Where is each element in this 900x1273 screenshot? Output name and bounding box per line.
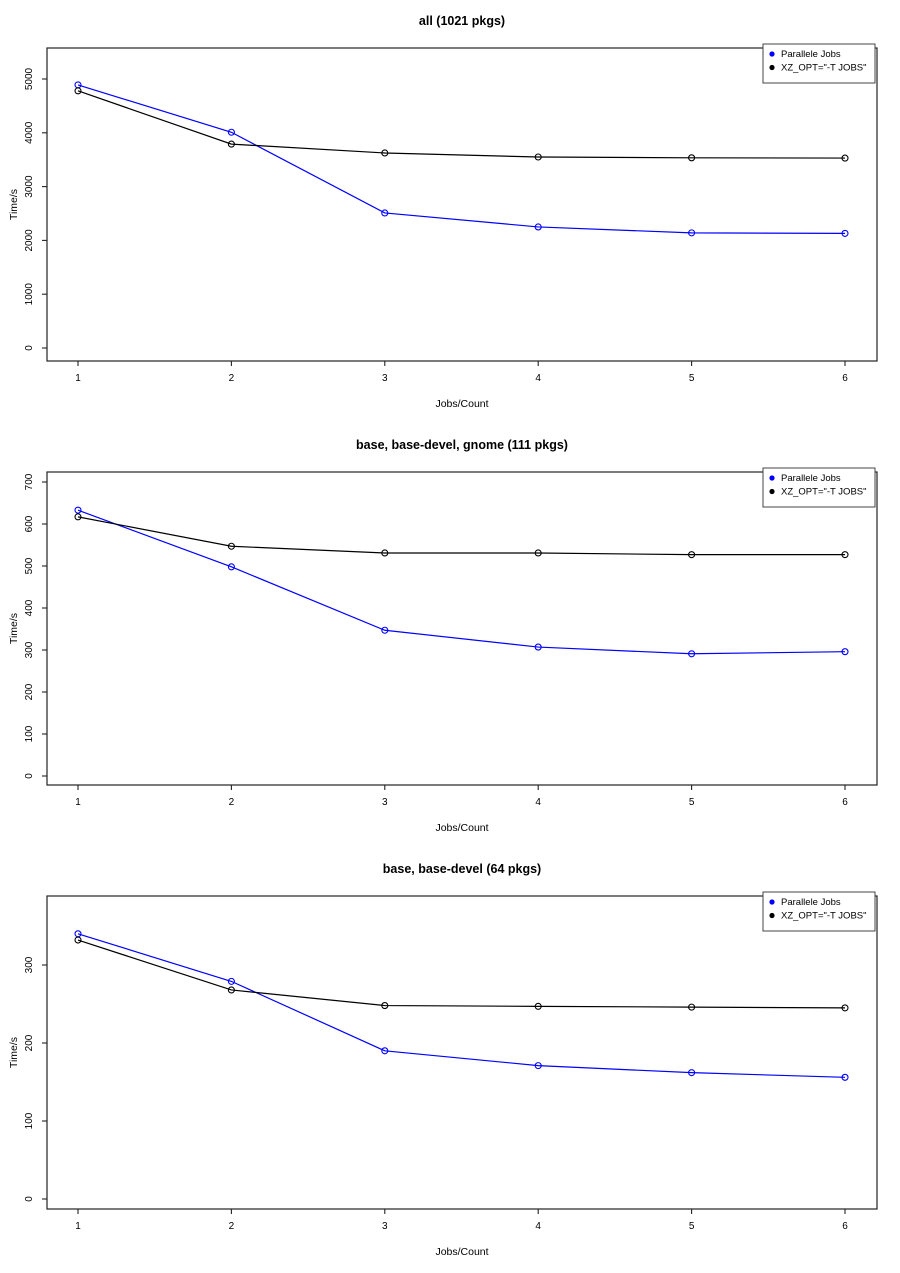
plot-border (47, 48, 877, 361)
x-tick-label: 3 (382, 373, 388, 384)
y-tick-label: 0 (24, 345, 35, 351)
y-tick-label: 100 (24, 1112, 35, 1130)
legend-label-parallele-jobs: Parallele Jobs (781, 49, 841, 60)
legend-label-xz-opt-t-jobs: XZ_OPT="-T JOBS" (781, 910, 867, 922)
legend-marker-xz-opt-t-jobs (769, 489, 774, 494)
legend (763, 468, 875, 507)
x-tick-label: 3 (382, 797, 388, 808)
x-tick-label: 2 (228, 373, 235, 384)
series-xz-opt-t-jobs (75, 88, 848, 161)
x-axis-title: Jobs/Count (435, 398, 489, 410)
series-line-xz-opt-t-jobs (78, 91, 845, 158)
y-tick-label: 5000 (24, 67, 35, 91)
y-axis-title: Time/s (8, 188, 20, 221)
chart-base-devel (0, 848, 900, 1273)
series-parallele-jobs (75, 82, 848, 236)
y-tick-label: 200 (24, 1034, 35, 1052)
y-tick-label: 200 (24, 683, 35, 701)
y-tick-label: 100 (24, 725, 35, 743)
legend (763, 892, 875, 931)
x-tick-label: 1 (75, 797, 81, 808)
x-tick-label: 4 (535, 1221, 541, 1232)
x-axis (75, 785, 848, 808)
x-axis (75, 1209, 848, 1232)
data-point (75, 931, 81, 937)
plot-border (47, 472, 877, 785)
y-tick-label: 600 (24, 515, 35, 533)
chart-svg-base-base-devel-64-pkgs (0, 848, 900, 1273)
plot-border (47, 896, 877, 1209)
series-xz-opt-t-jobs (75, 514, 848, 558)
series-line-parallele-jobs (78, 85, 845, 233)
series-xz-opt-t-jobs (75, 937, 848, 1011)
chart-all-packages (0, 0, 900, 424)
legend-label-xz-opt-t-jobs: XZ_OPT="-T JOBS" (781, 62, 867, 74)
series-parallele-jobs (75, 507, 848, 657)
x-tick-label: 5 (688, 1221, 695, 1232)
x-tick-label: 3 (382, 1221, 388, 1232)
legend (763, 44, 875, 83)
y-tick-label: 3000 (24, 175, 35, 198)
legend-marker-xz-opt-t-jobs (769, 65, 774, 70)
chart-title: all (1021 pkgs) (418, 14, 506, 28)
x-tick-label: 1 (75, 373, 81, 384)
x-axis-title: Jobs/Count (435, 822, 489, 834)
y-tick-label: 0 (24, 1196, 35, 1202)
y-tick-label: 1000 (24, 283, 35, 306)
legend-label-xz-opt-t-jobs: XZ_OPT="-T JOBS" (781, 486, 867, 498)
x-tick-label: 5 (688, 797, 695, 808)
y-tick-label: 0 (24, 773, 35, 779)
x-tick-label: 6 (842, 1221, 848, 1232)
y-tick-label: 700 (24, 473, 35, 491)
y-axis (24, 956, 47, 1202)
x-tick-label: 6 (842, 373, 848, 384)
x-axis (75, 361, 848, 384)
chart-base-devel-gnome (0, 424, 900, 848)
x-tick-label: 6 (842, 797, 848, 808)
series-line-xz-opt-t-jobs (78, 940, 845, 1008)
legend-label-parallele-jobs: Parallele Jobs (781, 897, 841, 908)
chart-title: base, base-devel (64 pkgs) (382, 862, 542, 876)
series-line-parallele-jobs (78, 510, 845, 654)
series-line-xz-opt-t-jobs (78, 517, 845, 555)
legend-marker-parallele-jobs (769, 475, 774, 480)
data-point (75, 937, 81, 943)
x-tick-label: 4 (535, 373, 541, 384)
legend-marker-parallele-jobs (769, 51, 774, 56)
y-axis (24, 67, 47, 350)
y-axis-title: Time/s (8, 612, 20, 645)
chart-svg-all-1021-pkgs (0, 0, 900, 424)
y-tick-label: 400 (24, 599, 35, 617)
x-axis-title: Jobs/Count (435, 1246, 489, 1258)
x-tick-label: 5 (688, 373, 695, 384)
y-axis (24, 473, 47, 779)
legend-marker-xz-opt-t-jobs (769, 913, 774, 918)
y-tick-label: 500 (24, 557, 35, 575)
x-tick-label: 1 (75, 1221, 81, 1232)
x-tick-label: 2 (228, 797, 235, 808)
y-tick-label: 4000 (24, 121, 35, 144)
y-tick-label: 300 (24, 641, 35, 659)
y-tick-label: 300 (24, 956, 35, 974)
legend-label-parallele-jobs: Parallele Jobs (781, 473, 841, 484)
chart-svg-base-base-devel-gnome-111-pkgs (0, 424, 900, 848)
x-tick-label: 4 (535, 797, 541, 808)
y-axis-title: Time/s (8, 1036, 20, 1069)
chart-title: base, base-devel, gnome (111 pkgs) (356, 438, 568, 452)
y-tick-label: 2000 (24, 229, 35, 252)
legend-marker-parallele-jobs (769, 899, 774, 904)
x-tick-label: 2 (228, 1221, 235, 1232)
